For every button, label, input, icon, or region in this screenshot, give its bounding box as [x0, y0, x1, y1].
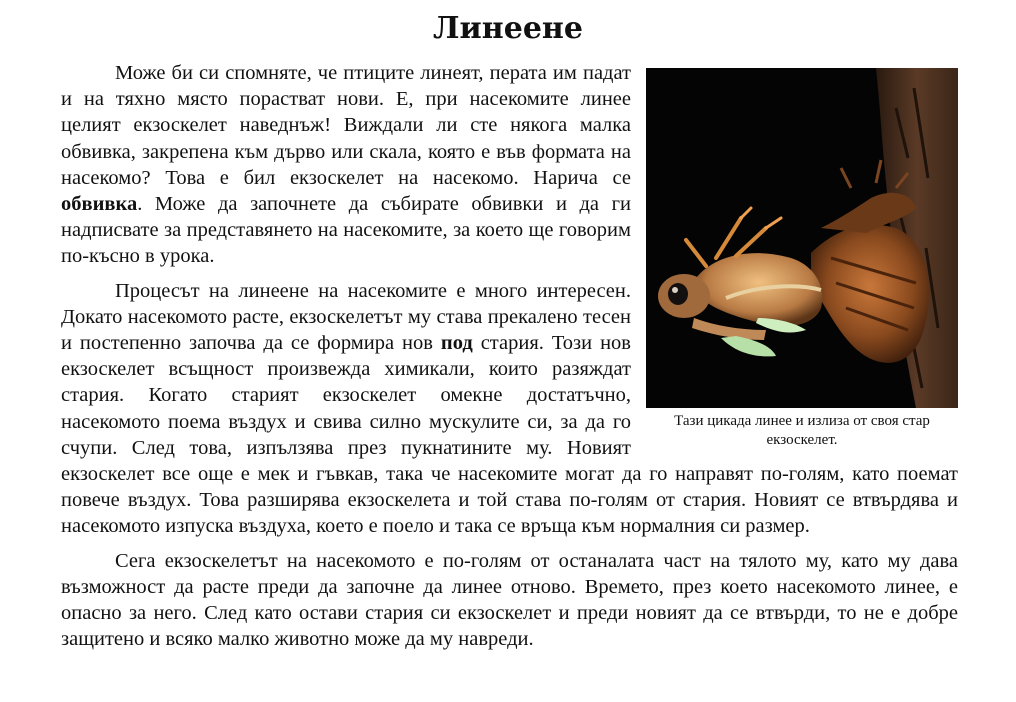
term-obvivka: обвивка	[61, 193, 138, 216]
paragraph-2-text-b: стария. Този нов екзоскелет всъщност произвежда химикали, които разяждат стария. Когато старият екзоскелет омекне достатъчно, насекомото поема въздух и свива силно мускулите си, за да го счупи. След това, изпълзява през пукнатините му. Новият екзоскелет все още е мек и гъвкав, така че насекомите могат да го направят по-голям, като поемат повече въздух. Това разширява екзоскелета и той става по-голям от стария. Новият се втвърдява и насекомото изпуска въздуха, което е поело и така се връща към нормалния си размер.	[61, 332, 958, 538]
page-title: Линеене	[433, 11, 583, 46]
paragraph-1-text-b: . Може да започнете да събирате обвивки и да ги надписвате за представянето на насекомите, за което ще говорим по-късно в урока.	[61, 193, 631, 268]
paragraph-1-text-a: Може би си спомняте, че птиците линеят, перата им падат и на тяхно място порастват нови. Е, при насекомите линее целият екзоскелет наведнъж! Виждали ли сте някога малка обвивка, закрепена към дърво или скала, която е във формата на насекомо? Това е бил екзоскелет на насекомо. Нарича се	[61, 62, 631, 189]
article-body	[61, 60, 958, 660]
paragraph-3: Сега екзоскелетът на насекомото е по-голям от останалата част на тялото му, като му дава възможност да расте преди да започне да линее отново. Времето, през което насекомото линее, е опасно за него. След като остави стария си екзоскелет и преди новият да се втвърди, то не е добре защитено и всяко малко животно може да му навреди.	[61, 549, 958, 651]
term-pod: под	[440, 332, 473, 355]
paragraph-2-text-a: Процесът на линеене на насекомите е много интересен. Докато насекомото расте, екзоскелетът му става прекалено тесен и постепенно започва да се формира нов	[61, 279, 631, 355]
figure-space	[631, 60, 958, 452]
figure-caption: Тази цикада линее и излиза от своя стар екзоскелет.	[674, 413, 930, 448]
